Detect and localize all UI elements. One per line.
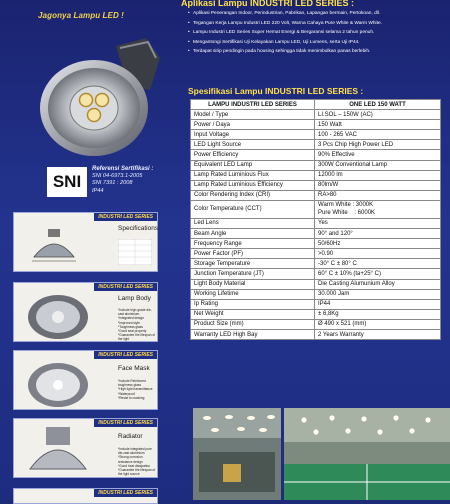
spec-key: Beam Angle (191, 229, 315, 239)
bullet-item: *Integrated design (118, 316, 144, 321)
card-bullets (118, 379, 157, 400)
card-partial (13, 488, 158, 504)
card-title: Radiator (118, 433, 143, 440)
spec-row (191, 299, 441, 309)
spec-key: Input Voltage (191, 130, 315, 140)
spec-value: 30.000 Jam (315, 289, 441, 299)
spec-table (190, 99, 441, 340)
card-title: Lamp Body (118, 295, 151, 302)
card-badge: INDUSTRI LED SERIES (94, 213, 157, 221)
led-highbay-lamp-image (28, 28, 166, 160)
applications-item: • Lampu Industri LED Series Super Hemat Energi & Bergaransi selama 2 tahun penuh. (188, 30, 446, 36)
spec-key: Power Factor (PF) (191, 249, 315, 259)
spec-row (191, 218, 441, 228)
spec-row (191, 229, 441, 239)
spec-row (191, 160, 441, 170)
spec-row (191, 269, 441, 279)
bullet-item: *Guarantee the lifespan of the light source (118, 468, 156, 477)
spec-row (191, 319, 441, 329)
card-badge: INDUSTRI LED SERIES (94, 283, 157, 291)
lamp-body-image (24, 287, 94, 341)
spec-value: -30° C ± 80° C (315, 259, 441, 269)
spec-key: Warranty LED High Bay (191, 329, 315, 339)
spec-key: Equivalent LED Lamp (191, 160, 315, 170)
spec-key: Led Lens (191, 218, 315, 228)
bullet-item: *Guarantee the lifespan of the light (118, 333, 156, 342)
bullet-item: *Resist to cracking (118, 395, 145, 400)
card-specifications (13, 212, 158, 272)
spec-header-cell: LAMPU INDUSTRI LED SERIES (191, 100, 315, 110)
spec-value: ± 6,8Kg (315, 309, 441, 319)
spec-value: 50/60Hz (315, 239, 441, 249)
certification-heading: Referensi Sertifikasi : (92, 166, 154, 172)
spec-value: RA>80 (315, 190, 441, 200)
spec-row (191, 190, 441, 200)
bullet-item: *Include integrated pure die-cast aluminium (118, 447, 152, 456)
spec-key: Lamp Rated Luminious Efficiency (191, 180, 315, 190)
tagline: Jagonya Lampu LED ! (38, 11, 124, 20)
spec-title: Spesifikasi Lampu INDUSTRI LED SERIES : (188, 86, 364, 96)
card-badge: INDUSTRI LED SERIES (94, 489, 157, 497)
spec-row (191, 239, 441, 249)
bullet-item: *Include Reinforced toughness glass (118, 379, 146, 388)
spec-value: Warm White : 3000K Pure White : 6000K (315, 200, 441, 218)
spec-value: >0.90 (315, 249, 441, 259)
spec-row (191, 130, 441, 140)
spec-row (191, 289, 441, 299)
spec-value: 2 Years Warranty (315, 329, 441, 339)
bullet-item: *Strong corrosion resistance design (118, 455, 143, 464)
spec-value: 150 Watt (315, 120, 441, 130)
spec-row (191, 140, 441, 150)
spec-row (191, 279, 441, 289)
card-face-mask (13, 350, 158, 410)
bullet-item: *High light transmittance (118, 387, 153, 392)
sni-logo (47, 167, 87, 197)
spec-header-row (191, 100, 441, 110)
applications-item: • Aplikasi Penerangan Indoor, Perindustrian, Pabrikan, Lapangan bermain, Pertokoan, dll. (188, 11, 446, 17)
sports-hall-photo (284, 408, 450, 500)
spec-row (191, 200, 441, 218)
spec-value: 3 Pcs Chip High Power LED (315, 140, 441, 150)
spec-value: Ø 490 x 521 (mm) (315, 319, 441, 329)
spec-key: Net Weight (191, 309, 315, 319)
card-title: Specifications (118, 225, 159, 232)
certification-line: SNI 04-6973.1-2005 (92, 173, 143, 180)
certification-references (92, 166, 153, 195)
card-badge: INDUSTRI LED SERIES (94, 351, 157, 359)
spec-key: Product Size (mm) (191, 319, 315, 329)
spec-row (191, 180, 441, 190)
spec-row (191, 120, 441, 130)
card-lamp-body (13, 282, 158, 342)
spec-value: Yes (315, 218, 441, 228)
spec-key: Power / Daya (191, 120, 315, 130)
applications-list (188, 11, 446, 59)
spec-value: 100 - 265 VAC (315, 130, 441, 140)
card-bullets (118, 308, 157, 342)
certification-line: IP44 (92, 187, 104, 194)
applications-item: • Tegangan Kerja Lampu Industri LED 220 Volt, Warna Cahaya Pure White & Warm White. (188, 21, 446, 27)
applications-title: Aplikasi Lampu INDUSTRI LED SERIES : (181, 0, 355, 8)
spec-row (191, 150, 441, 160)
card-radiator (13, 418, 158, 478)
radiator-image (24, 423, 94, 477)
bullet-item: *Good heat dissipation (118, 463, 151, 468)
card-title: Face Mask (118, 365, 150, 372)
spec-value: 60° C ± 10% (ta+25° C) (315, 269, 441, 279)
spec-key: Color Rendering Index (CRI) (191, 190, 315, 200)
certification-line: SNI 7391 : 2008 (92, 180, 133, 187)
spec-row (191, 249, 441, 259)
spec-row (191, 170, 441, 180)
spec-row (191, 110, 441, 120)
bullet-item: *Good seal property (118, 329, 147, 334)
spec-value: 80lm/W (315, 180, 441, 190)
card-bullets (118, 447, 157, 476)
spec-key: Junction Temperature (JT) (191, 269, 315, 279)
spec-value: IP44 (315, 299, 441, 309)
lamp-dimension-drawing (24, 227, 84, 267)
spec-key: Frequency Range (191, 239, 315, 249)
spec-row (191, 309, 441, 319)
spec-key: Color Temperature (CCT) (191, 200, 315, 218)
applications-item: • Terdapat sirip pendingin pada housing sehingga tidak menimbulkan panas berlebih. (188, 49, 446, 55)
spec-key: LED Light Source (191, 140, 315, 150)
bullet-item: *Waterproof (118, 391, 135, 396)
spec-value: Die Casting Alumunium Alloy (315, 279, 441, 289)
face-mask-image (24, 355, 94, 409)
bullet-item: *Toughness glass (118, 324, 143, 329)
spec-row (191, 329, 441, 339)
warehouse-photo (193, 408, 281, 500)
spec-key: Lamp Rated Luminious Flux (191, 170, 315, 180)
bullet-item: *Improved style (118, 320, 140, 325)
spec-key: Storage Temperature (191, 259, 315, 269)
mini-spec-table (118, 239, 152, 265)
spec-key: Ip Rating (191, 299, 315, 309)
spec-key: Power Efficiency (191, 150, 315, 160)
spec-row (191, 259, 441, 269)
spec-value: 90% Effective (315, 150, 441, 160)
applications-item: • Mengantongi Sertifikasi Uji Kelayakan Lampu LED, Uji Lumens, serta Uji IP44. (188, 40, 446, 46)
spec-key: Model / Type (191, 110, 315, 120)
spec-value: LI.SOL – 150W (AC) (315, 110, 441, 120)
spec-header-cell: ONE LED 150 WATT (315, 100, 441, 110)
spec-key: Working Lifetime (191, 289, 315, 299)
card-badge: INDUSTRI LED SERIES (94, 419, 157, 427)
bullet-item: *Include high grade die-cast aluminium (118, 308, 152, 317)
spec-value: 300W Conventional Lamp (315, 160, 441, 170)
spec-value: 12000 lm (315, 170, 441, 180)
spec-value: 90° and 120° (315, 229, 441, 239)
svg-text:SNI: SNI (52, 172, 82, 191)
spec-key: Light Body Material (191, 279, 315, 289)
